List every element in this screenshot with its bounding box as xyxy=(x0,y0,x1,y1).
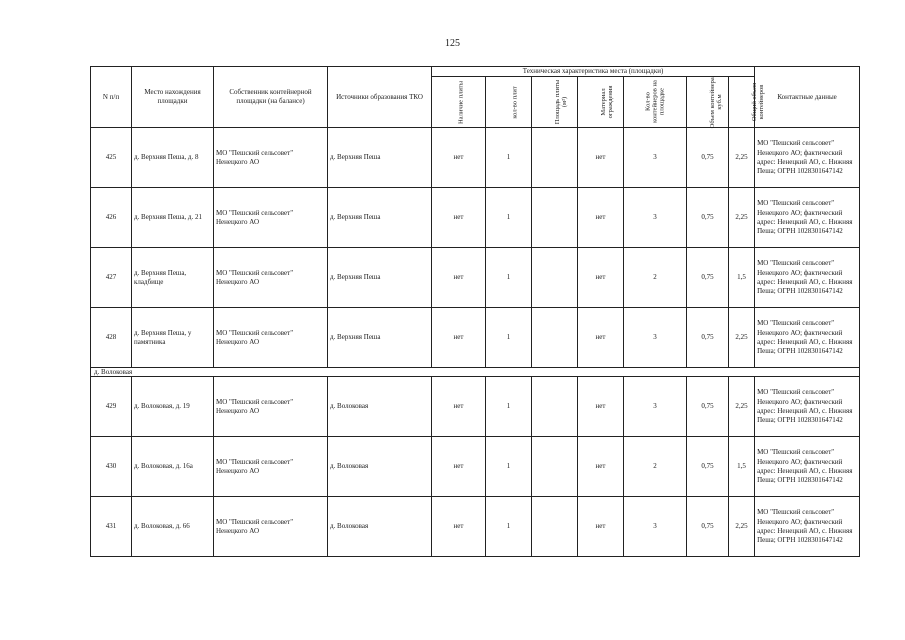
cell-source: д. Верхняя Пеша xyxy=(328,248,432,308)
cell-owner: МО "Пешский сельсовет" Ненецкого АО xyxy=(214,128,328,188)
cell-contact: МО "Пешский сельсовет" Ненецкого АО; фактический адрес: Ненецкий АО, с. Нижняя Пеша; ОГРН 1028301647142 xyxy=(755,248,860,308)
cell-contact: МО "Пешский сельсовет" Ненецкого АО; фактический адрес: Ненецкий АО, с. Нижняя Пеша; ОГРН 1028301647142 xyxy=(755,377,860,437)
table-row xyxy=(91,188,860,248)
table-row xyxy=(91,248,860,308)
header-fence: Материал ограждения xyxy=(578,77,624,128)
header-volume: Объем контейнера, куб.м xyxy=(687,77,729,128)
cell-slab-area xyxy=(532,308,578,368)
cell-source: д. Верхняя Пеша xyxy=(328,308,432,368)
cell-total: 2,25 xyxy=(729,377,755,437)
cell-contact: МО "Пешский сельсовет" Ненецкого АО; фактический адрес: Ненецкий АО, с. Нижняя Пеша; ОГРН 1028301647142 xyxy=(755,437,860,497)
cell-source: д. Волоковая xyxy=(328,377,432,437)
cell-slab-area xyxy=(532,188,578,248)
cell-location: д. Верхняя Пеша, у памятника xyxy=(132,308,214,368)
header-slab-area: Площадь плиты (м²) xyxy=(532,77,578,128)
header-slab-count: кол-во плит xyxy=(486,77,532,128)
cell-num: 427 xyxy=(91,248,132,308)
cell-source: д. Волоковая xyxy=(328,437,432,497)
cell-num: 425 xyxy=(91,128,132,188)
table-row xyxy=(91,308,860,368)
cell-slab-count: 1 xyxy=(486,377,532,437)
header-contacts: Контактные данные xyxy=(755,67,860,128)
cell-num: 431 xyxy=(91,497,132,557)
cell-owner: МО "Пешский сельсовет" Ненецкого АО xyxy=(214,377,328,437)
cell-source: д. Верхняя Пеша xyxy=(328,188,432,248)
cell-volume: 0,75 xyxy=(687,308,729,368)
cell-slab-count: 1 xyxy=(486,188,532,248)
cell-contact: МО "Пешский сельсовет" Ненецкого АО; фактический адрес: Ненецкий АО, с. Нижняя Пеша; ОГРН 1028301647142 xyxy=(755,128,860,188)
cell-owner: МО "Пешский сельсовет" Ненецкого АО xyxy=(214,497,328,557)
cell-total: 2,25 xyxy=(729,188,755,248)
cell-slab: нет xyxy=(432,377,486,437)
cell-slab: нет xyxy=(432,188,486,248)
cell-slab-area xyxy=(532,248,578,308)
cell-slab: нет xyxy=(432,497,486,557)
header-slab: Наличие плиты xyxy=(432,77,486,128)
cell-source: д. Волоковая xyxy=(328,497,432,557)
cell-fence: нет xyxy=(578,437,624,497)
cell-slab: нет xyxy=(432,308,486,368)
cell-num: 426 xyxy=(91,188,132,248)
section-row xyxy=(91,368,860,377)
cell-source: д. Верхняя Пеша xyxy=(328,128,432,188)
cell-containers: 2 xyxy=(624,248,687,308)
cell-fence: нет xyxy=(578,128,624,188)
cell-slab-count: 1 xyxy=(486,248,532,308)
table-row xyxy=(91,497,860,557)
table-row xyxy=(91,128,860,188)
header-num: N п/п xyxy=(91,67,132,128)
register-table xyxy=(90,66,860,557)
cell-num: 430 xyxy=(91,437,132,497)
header-containers: Кол-во контейнеров на площадке xyxy=(624,77,687,128)
cell-owner: МО "Пешский сельсовет" Ненецкого АО xyxy=(214,248,328,308)
cell-num: 428 xyxy=(91,308,132,368)
cell-slab-count: 1 xyxy=(486,497,532,557)
cell-location: д. Верхняя Пеша, д. 21 xyxy=(132,188,214,248)
cell-slab-count: 1 xyxy=(486,308,532,368)
cell-slab-area xyxy=(532,497,578,557)
table-row xyxy=(91,377,860,437)
cell-owner: МО "Пешский сельсовет" Ненецкого АО xyxy=(214,188,328,248)
header-tech-group: Техническая характеристика места (площадки) xyxy=(432,67,755,77)
header-source: Источники образования ТКО xyxy=(328,67,432,128)
cell-contact: МО "Пешский сельсовет" Ненецкого АО; фактический адрес: Ненецкий АО, с. Нижняя Пеша; ОГРН 1028301647142 xyxy=(755,188,860,248)
cell-slab: нет xyxy=(432,248,486,308)
cell-containers: 3 xyxy=(624,377,687,437)
cell-total: 1,5 xyxy=(729,248,755,308)
cell-contact: МО "Пешский сельсовет" Ненецкого АО; фактический адрес: Ненецкий АО, с. Нижняя Пеша; ОГРН 1028301647142 xyxy=(755,308,860,368)
cell-contact: МО "Пешский сельсовет" Ненецкого АО; фактический адрес: Ненецкий АО, с. Нижняя Пеша; ОГРН 1028301647142 xyxy=(755,497,860,557)
header-total: Общий объем контейнеров xyxy=(729,77,755,128)
cell-location: д. Волоковая, д. 66 xyxy=(132,497,214,557)
cell-slab-area xyxy=(532,437,578,497)
table-row xyxy=(91,437,860,497)
cell-fence: нет xyxy=(578,377,624,437)
cell-volume: 0,75 xyxy=(687,248,729,308)
cell-containers: 3 xyxy=(624,308,687,368)
cell-total: 2,25 xyxy=(729,308,755,368)
cell-containers: 3 xyxy=(624,497,687,557)
cell-containers: 3 xyxy=(624,128,687,188)
section-label: д. Волоковая xyxy=(91,368,755,377)
cell-fence: нет xyxy=(578,188,624,248)
page-number: 125 xyxy=(445,38,460,49)
cell-slab-count: 1 xyxy=(486,437,532,497)
cell-location: д. Волоковая, д. 16а xyxy=(132,437,214,497)
cell-volume: 0,75 xyxy=(687,497,729,557)
header-owner: Собственник контейнерной площадки (на балансе) xyxy=(214,67,328,128)
cell-volume: 0,75 xyxy=(687,128,729,188)
cell-volume: 0,75 xyxy=(687,377,729,437)
header-location: Место нахождения площадки xyxy=(132,67,214,128)
cell-volume: 0,75 xyxy=(687,437,729,497)
cell-owner: МО "Пешский сельсовет" Ненецкого АО xyxy=(214,308,328,368)
cell-containers: 3 xyxy=(624,188,687,248)
cell-slab-area xyxy=(532,377,578,437)
cell-fence: нет xyxy=(578,497,624,557)
cell-volume: 0,75 xyxy=(687,188,729,248)
cell-owner: МО "Пешский сельсовет" Ненецкого АО xyxy=(214,437,328,497)
cell-containers: 2 xyxy=(624,437,687,497)
section-filler xyxy=(755,368,860,377)
cell-slab-area xyxy=(532,128,578,188)
cell-fence: нет xyxy=(578,248,624,308)
cell-total: 2,25 xyxy=(729,497,755,557)
cell-fence: нет xyxy=(578,308,624,368)
cell-slab: нет xyxy=(432,128,486,188)
cell-location: д. Верхняя Пеша, д. 8 xyxy=(132,128,214,188)
cell-total: 1,5 xyxy=(729,437,755,497)
cell-num: 429 xyxy=(91,377,132,437)
cell-total: 2,25 xyxy=(729,128,755,188)
cell-slab-count: 1 xyxy=(486,128,532,188)
cell-location: д. Волоковая, д. 19 xyxy=(132,377,214,437)
cell-slab: нет xyxy=(432,437,486,497)
cell-location: д. Верхняя Пеша, кладбище xyxy=(132,248,214,308)
